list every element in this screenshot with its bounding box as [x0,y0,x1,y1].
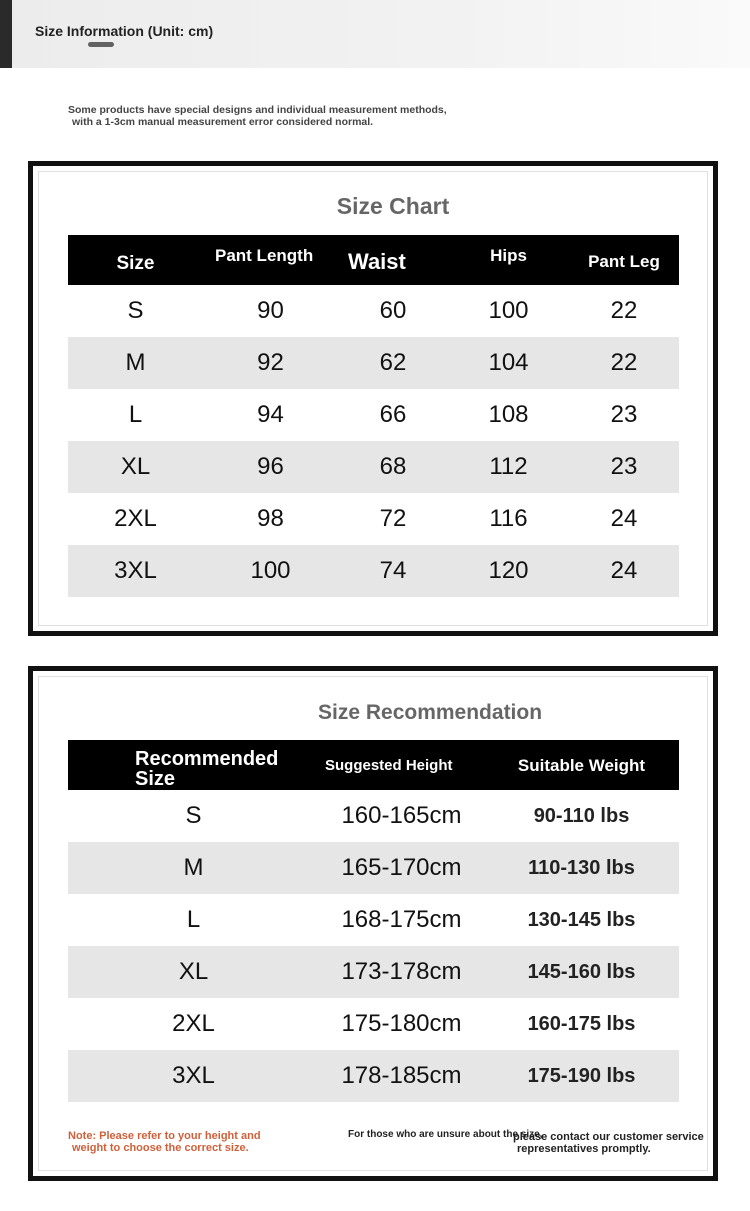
column-header-pant-length: Pant Length [203,235,338,285]
column-header-size: Size [68,235,203,285]
cell-size: 3XL [68,545,203,597]
size-chart-table [68,235,679,597]
cell-size: M [68,337,203,389]
table-row [68,337,679,389]
table-row [68,493,679,545]
table-row [68,894,679,946]
cell-pant-leg: 24 [569,545,679,597]
cell-pant-leg: 23 [569,441,679,493]
cell-waist: 62 [338,337,448,389]
table-row [68,946,679,998]
column-header-recommended-size: Recommended Size [68,740,319,790]
cell-waist: 60 [379,297,407,324]
cell-size: L [186,906,201,933]
contact-note-line-2: representatives promptly. [517,1143,651,1155]
cell-pant-leg: 22 [610,297,638,324]
notice-line-1: Some products have special designs and individual measurement methods, [68,104,447,116]
column-header-hips: Hips [448,235,569,285]
contact-note [513,1131,750,1155]
cell-size: 2XL [114,505,157,532]
table-row [68,441,679,493]
header-banner [0,0,750,68]
cell-hips: 120 [448,545,569,597]
column-header-suitable-weight: Suitable Weight [484,740,679,790]
size-chart-header-row [68,235,679,285]
sizing-note-line-1: Note: Please refer to your height and [68,1130,261,1142]
measurement-notice [68,104,688,128]
size-chart-title: Size Chart [336,193,450,219]
size-chart-panel [28,161,718,636]
header-mark [88,42,114,47]
cell-pant-length: 90 [257,297,284,324]
cell-weight: 160-175 lbs [527,1012,636,1035]
cell-size: M [68,842,319,894]
cell-height: 168-175cm [341,906,462,933]
table-row [68,790,679,842]
column-header-pant-leg: Pant Leg [569,235,679,285]
cell-pant-leg: 24 [610,505,638,532]
cell-pant-leg: 22 [569,337,679,389]
size-recommendation-title: Size Recommendation [318,701,543,724]
table-row [68,545,679,597]
cell-weight: 130-145 lbs [527,908,636,931]
sizing-note [68,1130,318,1154]
cell-height: 160-165cm [341,802,462,829]
cell-height: 178-185cm [319,1050,484,1102]
notice-line-2: with a 1-3cm manual measurement error considered normal. [72,116,374,128]
cell-weight: 145-160 lbs [484,946,679,998]
cell-pant-length: 100 [203,545,338,597]
cell-size: XL [68,441,203,493]
cell-height: 173-178cm [319,946,484,998]
cell-waist: 74 [338,545,448,597]
recommendation-header-row [68,740,679,790]
cell-weight: 175-190 lbs [484,1050,679,1102]
table-row [68,285,679,337]
cell-size: L [128,401,143,428]
cell-pant-length: 96 [203,441,338,493]
table-row [68,1050,679,1102]
column-header-waist: Waist [338,235,448,285]
cell-size: XL [68,946,319,998]
cell-hips: 104 [448,337,569,389]
cell-size: S [185,802,202,829]
cell-pant-leg: 23 [610,401,638,428]
size-recommendation-panel [28,666,718,1181]
cell-waist: 68 [338,441,448,493]
cell-size: 2XL [172,1010,215,1037]
unsure-note: For those who are unsure about the size, [348,1129,543,1140]
column-header-suggested-height: Suggested Height [319,740,484,790]
sizing-note-line-2: weight to choose the correct size. [72,1142,249,1154]
cell-waist: 66 [379,401,407,428]
table-row [68,389,679,441]
cell-pant-length: 94 [257,401,284,428]
cell-waist: 72 [379,505,407,532]
cell-height: 175-180cm [341,1010,462,1037]
size-recommendation-table [68,740,679,1102]
header-title: Size Information (Unit: cm) [35,23,214,39]
contact-note-line-1: please contact our customer service [513,1131,704,1143]
cell-hips: 108 [488,401,529,428]
cell-weight: 110-130 lbs [484,842,679,894]
cell-hips: 112 [448,441,569,493]
cell-size: S [127,297,144,324]
cell-size: 3XL [68,1050,319,1102]
cell-hips: 116 [489,505,528,532]
table-row [68,998,679,1050]
cell-weight: 90-110 lbs [533,804,630,827]
table-row [68,842,679,894]
cell-pant-length: 98 [257,505,284,532]
cell-pant-length: 92 [203,337,338,389]
cell-hips: 100 [488,297,529,324]
cell-height: 165-170cm [319,842,484,894]
header-accent-bar [0,0,12,68]
